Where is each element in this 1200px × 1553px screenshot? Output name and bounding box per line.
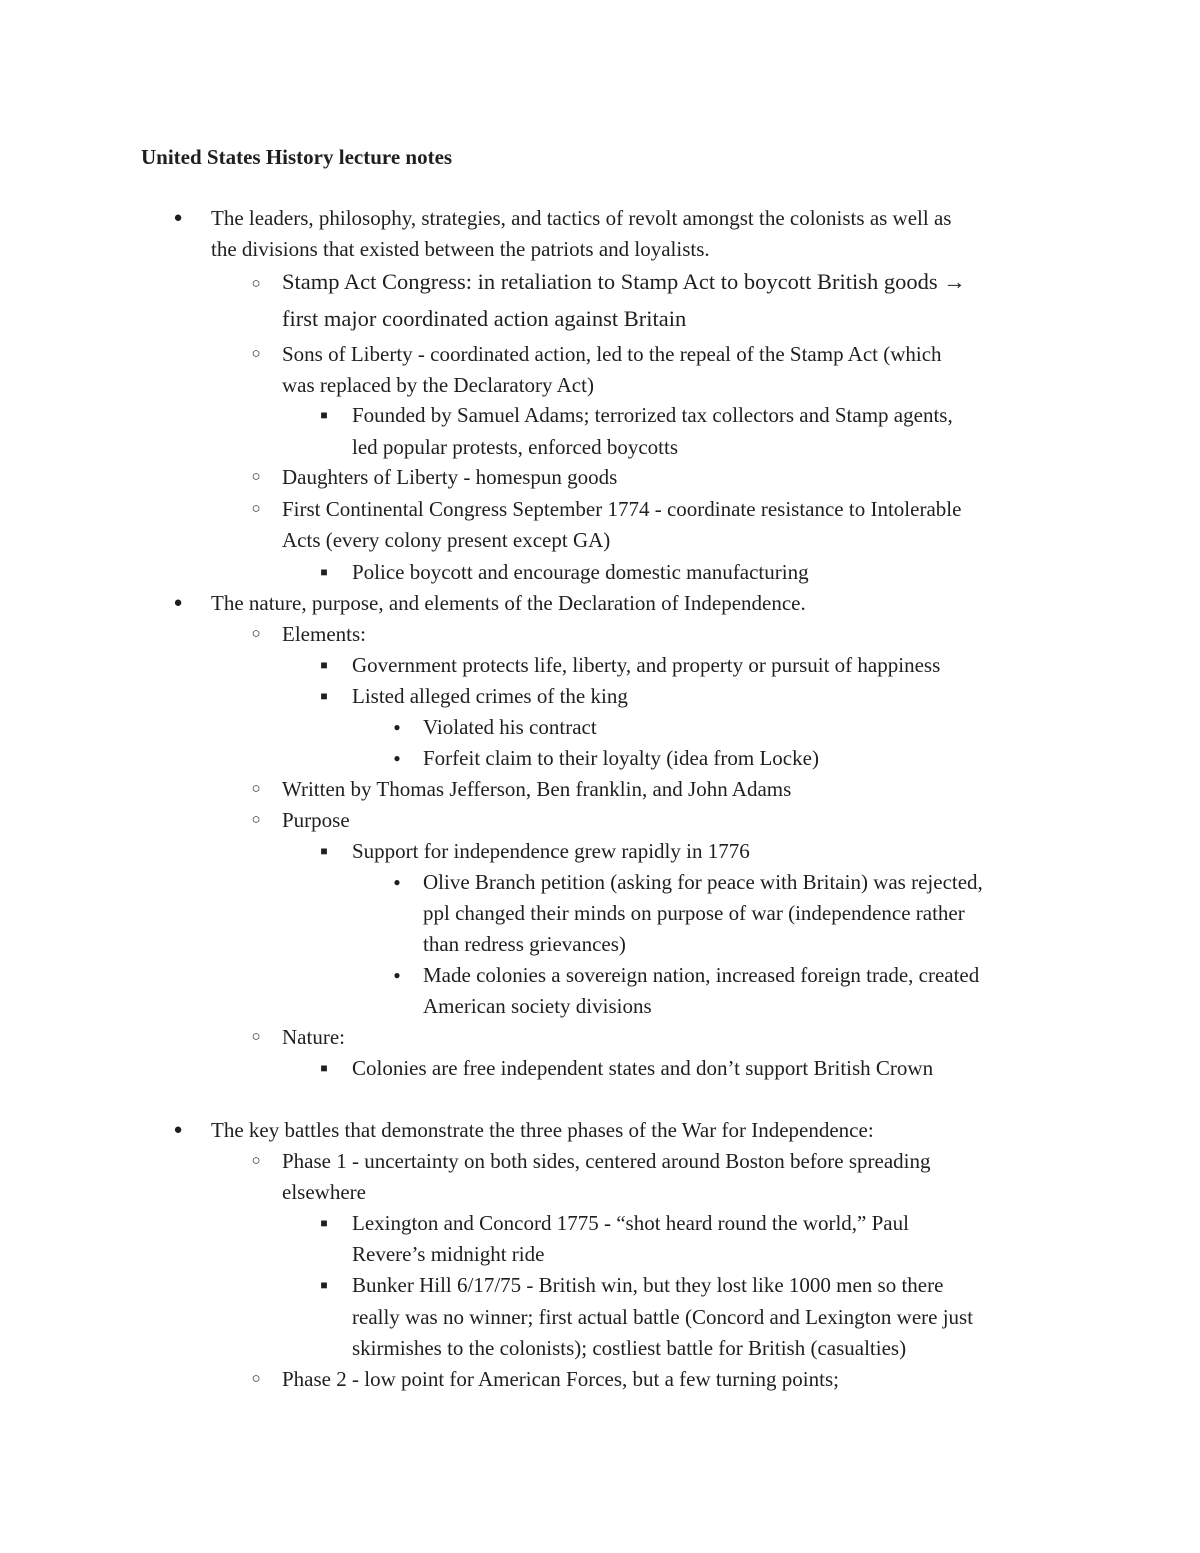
square-bullet-icon: ■	[320, 689, 328, 703]
list-item-text: Stamp Act Congress: in retaliation to Stamp Act to boycott British goods →	[282, 269, 966, 294]
list-item-text: Nature:	[282, 1025, 345, 1049]
circle-bullet-icon: ○	[251, 346, 261, 362]
list-item-text: The key battles that demonstrate the three phases of the War for Independence:	[211, 1118, 874, 1142]
circle-bullet-icon: ○	[251, 1371, 261, 1387]
list-item-text: Made colonies a sovereign nation, increased foreign trade, created	[423, 963, 980, 987]
list-item-text: Police boycott and encourage domestic manufacturing	[352, 560, 809, 584]
square-bullet-icon: ■	[320, 658, 328, 672]
list-item-text: Support for independence grew rapidly in 1776	[352, 839, 750, 863]
circle-bullet-icon: ○	[251, 1153, 261, 1169]
list-item-text: First Continental Congress September 1774 - coordinate resistance to Intolerable	[282, 497, 962, 521]
square-bullet-icon: ■	[320, 1061, 328, 1075]
bullet-icon: ●	[173, 1122, 183, 1138]
dot-bullet-icon: ●	[393, 720, 401, 734]
list-item-text: Phase 1 - uncertainty on both sides, centered around Boston before spreading	[282, 1149, 931, 1173]
list-item-text: Colonies are free independent states and don’t support British Crown	[352, 1056, 934, 1080]
bullet-icon: ●	[173, 595, 183, 611]
dot-bullet-icon: ●	[393, 875, 401, 889]
list-item-text: Acts (every colony present except GA)	[282, 528, 611, 552]
circle-bullet-icon: ○	[251, 781, 261, 797]
list-item-text: Lexington and Concord 1775 - “shot heard round the world,” Paul	[352, 1211, 909, 1235]
list-item-text: ppl changed their minds on purpose of war (independence rather	[423, 901, 965, 925]
list-item-text: skirmishes to the colonists); costliest battle for British (casualties)	[352, 1336, 907, 1360]
list-item-text: than redress grievances)	[423, 932, 626, 956]
list-item-text: Sons of Liberty - coordinated action, led to the repeal of the Stamp Act (which	[282, 342, 942, 366]
list-item-text: Revere’s midnight ride	[352, 1242, 545, 1266]
list-item-text: Daughters of Liberty - homespun goods	[282, 465, 618, 489]
square-bullet-icon: ■	[320, 1216, 328, 1230]
page-title: United States History lecture notes	[141, 145, 453, 169]
dot-bullet-icon: ●	[393, 968, 401, 982]
list-item-text: The leaders, philosophy, strategies, and tactics of revolt amongst the colonists as well as	[211, 206, 952, 230]
list-item-text: Olive Branch petition (asking for peace with Britain) was rejected,	[423, 870, 983, 894]
circle-bullet-icon: ○	[251, 1029, 261, 1045]
square-bullet-icon: ■	[320, 565, 328, 579]
list-item-text: Listed alleged crimes of the king	[352, 684, 628, 708]
circle-bullet-icon: ○	[251, 812, 261, 828]
list-item-text: The nature, purpose, and elements of the Declaration of Independence.	[211, 591, 806, 615]
list-item-text: American society divisions	[423, 994, 652, 1018]
dot-bullet-icon: ●	[393, 751, 401, 765]
list-item-text: Founded by Samuel Adams; terrorized tax collectors and Stamp agents,	[352, 403, 953, 427]
list-item-text: Violated his contract	[423, 715, 597, 739]
list-item-text: was replaced by the Declaratory Act)	[282, 373, 594, 397]
circle-bullet-icon: ○	[251, 626, 261, 642]
square-bullet-icon: ■	[320, 1278, 328, 1292]
list-item-text: the divisions that existed between the patriots and loyalists.	[211, 237, 710, 261]
bullet-icon: ●	[173, 210, 183, 226]
list-item-text: first major coordinated action against Britain	[282, 306, 687, 331]
circle-bullet-icon: ○	[251, 501, 261, 517]
circle-bullet-icon: ○	[251, 276, 261, 292]
list-item-text: Forfeit claim to their loyalty (idea from Locke)	[423, 746, 819, 770]
list-item-text: Government protects life, liberty, and property or pursuit of happiness	[352, 653, 941, 677]
list-item-text: Written by Thomas Jefferson, Ben franklin, and John Adams	[282, 777, 792, 801]
list-item-text: elsewhere	[282, 1180, 366, 1204]
square-bullet-icon: ■	[320, 408, 328, 422]
list-item-text: Purpose	[282, 808, 350, 832]
list-item-text: led popular protests, enforced boycotts	[352, 435, 678, 459]
list-item-text: Phase 2 - low point for American Forces, but a few turning points;	[282, 1367, 839, 1391]
list-item-text: Bunker Hill 6/17/75 - British win, but they lost like 1000 men so there	[352, 1273, 944, 1297]
list-item-text: really was no winner; first actual battle (Concord and Lexington were just	[352, 1305, 974, 1329]
list-item-text: Elements:	[282, 622, 366, 646]
square-bullet-icon: ■	[320, 844, 328, 858]
circle-bullet-icon: ○	[251, 469, 261, 485]
